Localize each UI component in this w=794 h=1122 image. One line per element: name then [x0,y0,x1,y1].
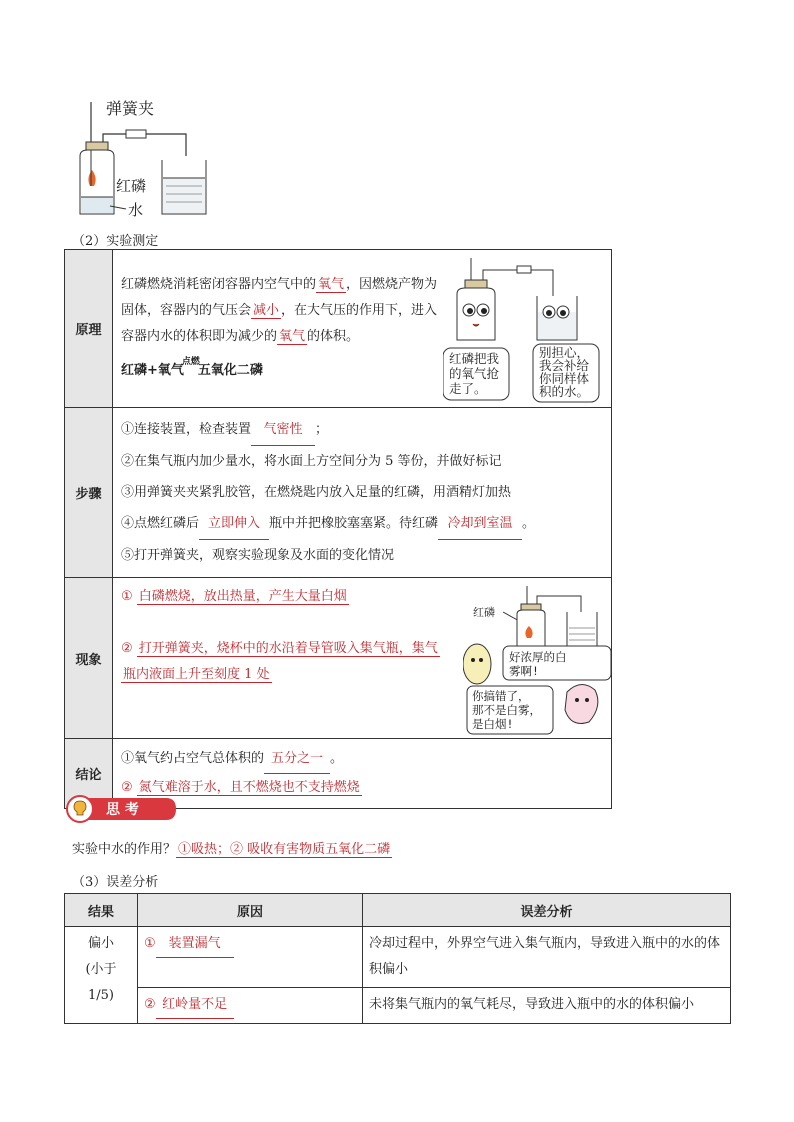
principle-text-3: ，在大气压的作用下，进入容器内水的体积即为减少的 [121,303,438,344]
cause-cell-1 [138,927,363,988]
header-cause: 原因 [138,894,363,927]
apparatus-diagram [66,94,236,222]
phenomenon-2 [121,636,461,662]
result-line-1: 偏小 [87,936,114,951]
bubble-right [533,344,599,402]
table-row [65,988,731,1024]
principle-row [65,250,612,408]
phenomenon-2-line-2: 瓶内液面上升至刻度 1 处 [123,667,270,682]
step-4-text-2: 瓶中并把橡胶塞塞紧。待红磷 [269,516,439,531]
conclusion-1-blank: 五分之一 [264,745,330,774]
step-4-blank-2: 冷却到室温 [438,508,522,540]
section-3-heading: （3）误差分析 [72,875,159,890]
conclusion-2-text: 氮气难溶于水，且不燃烧也不支持燃烧 [138,780,360,795]
bubble-top [503,646,611,680]
analysis-cell-2: 未将集气瓶内的氧气耗尽，导致进入瓶中的水的体积偏小 [363,988,731,1024]
phenomenon-2-line-1: 打开弹簧夹，烧杯中的水沿着导管吸入集气瓶，集气 [138,641,438,656]
step-4-text-1: ④点燃红磷后 [121,516,200,531]
step-1-end: ； [315,422,329,437]
cartoon-phosphorus-label: 红磷 [473,606,495,619]
experiment-table [64,249,612,809]
principle-text-4: 的体积。 [307,329,360,344]
equation-right: 五氧化二磷 [197,363,263,378]
step-4-blank-1: 立即伸入 [199,508,269,540]
bubble-right-line-2: 我会补给 [539,358,590,373]
bubble-bottom-line-1: 你搞错了， [472,689,530,703]
phenomenon-cartoon [463,582,613,736]
phenomenon-2-num: ② [121,641,133,656]
phenomenon-1-num: ① [121,589,133,604]
bubble-right-line-3: 你同样体 [539,371,590,386]
principle-text-2: ，因燃烧产物为固体，容器内的气压会 [121,277,438,318]
principle-blank-3: 氧气 [279,329,306,344]
water-label: 水 [128,201,144,219]
error-analysis-table [64,893,731,1024]
think-answer: ①吸热；② 吸收有害物质五氧化二磷 [178,842,391,857]
table-row [65,927,731,988]
conclusion-content [113,739,612,809]
phenomenon-1 [121,584,461,610]
principle-blank-2: 减小 [253,303,280,318]
step-1-blank: 气密性 [251,414,315,446]
bubble-left [443,348,509,400]
bubble-left-line-1: 红磷把我 [449,351,500,366]
phenomenon-2-cont [121,662,461,688]
step-3: ③用弹簧夹夹紧乳胶管，在燃烧匙内放入足量的红磷，用酒精灯加热 [121,485,512,500]
bubble-right-line-4: 积的水。 [539,384,590,399]
conclusion-label: 结论 [65,739,113,809]
conclusion-1-text: ①氧气约占空气总体积的 [121,751,265,766]
phenomenon-1-text: 白磷燃烧，放出热量，产生大量白烟 [138,589,347,604]
cause-1-text: 装置漏气 [156,931,234,958]
step-4-end: 。 [522,516,536,531]
phenomenon-row [65,578,612,739]
section-2-heading: （2）实验测定 [72,234,159,249]
think-badge [66,795,178,823]
bubble-left-line-3: 走了。 [449,381,487,396]
step-1-text: ①连接装置，检查装置 [121,422,252,437]
character-left [463,644,491,684]
step-1 [121,414,603,446]
equation-condition: 点燃 [181,357,200,367]
result-line-2: (小于 1/5) [85,962,117,1003]
cause-1-num: ① [144,936,156,951]
principle-text-1: 红磷燃烧消耗密闭容器内空气中的 [121,277,317,292]
error-table-header [65,894,731,927]
header-analysis: 误差分析 [363,894,731,927]
principle-label: 原理 [65,250,113,408]
conclusion-2-num: ② [121,780,133,795]
bubble-top-line-2: 雾啊! [509,664,539,678]
character-right [565,684,598,723]
step-5: ⑤打开弹簧夹，观察实验现象及水面的变化情况 [121,548,395,563]
bubble-bottom [467,686,553,734]
reaction-equation [121,358,443,385]
think-badge-label: 思 考 [106,802,139,818]
cause-2-text: 红岭量不足 [156,992,234,1019]
bubble-bottom-line-3: 是白烟! [472,717,514,731]
principle-blank-1: 氧气 [318,277,345,292]
bubble-top-line-1: 好浓厚的白 [509,650,567,664]
think-question [72,838,392,857]
cause-2-num: ② [144,997,156,1012]
phenomenon-label: 现象 [65,578,113,739]
equation-left: 红磷+氧气 [121,363,184,378]
principle-content [113,250,612,408]
cause-cell-2 [138,988,363,1024]
analysis-cell-1: 冷却过程中，外界空气进入集气瓶内，导致进入瓶中的水的体积偏小 [363,927,731,988]
conclusion-1 [121,745,603,774]
bubble-right-line-1: 别担心， [539,345,590,360]
step-2: ②在集气瓶内加少量水，将水面上方空间分为 5 等份，并做好标记 [121,454,502,469]
principle-cartoon [443,256,603,404]
think-question-text: 实验中水的作用？ [72,842,177,857]
steps-label: 步骤 [65,408,113,578]
conclusion-2 [121,774,603,802]
header-result: 结果 [65,894,138,927]
clip-label: 弹簧夹 [106,99,155,118]
steps-row [65,408,612,578]
conclusion-1-end: 。 [330,751,344,766]
spring-clip [126,130,146,138]
phenomenon-content [113,578,612,739]
step-4 [121,508,603,540]
phosphorus-label: 红磷 [116,177,147,195]
steps-content [113,408,612,578]
result-cell [65,927,138,1024]
bubble-left-line-2: 的氧气抢 [449,366,500,381]
bubble-bottom-line-2: 那不是白雾， [472,703,541,717]
